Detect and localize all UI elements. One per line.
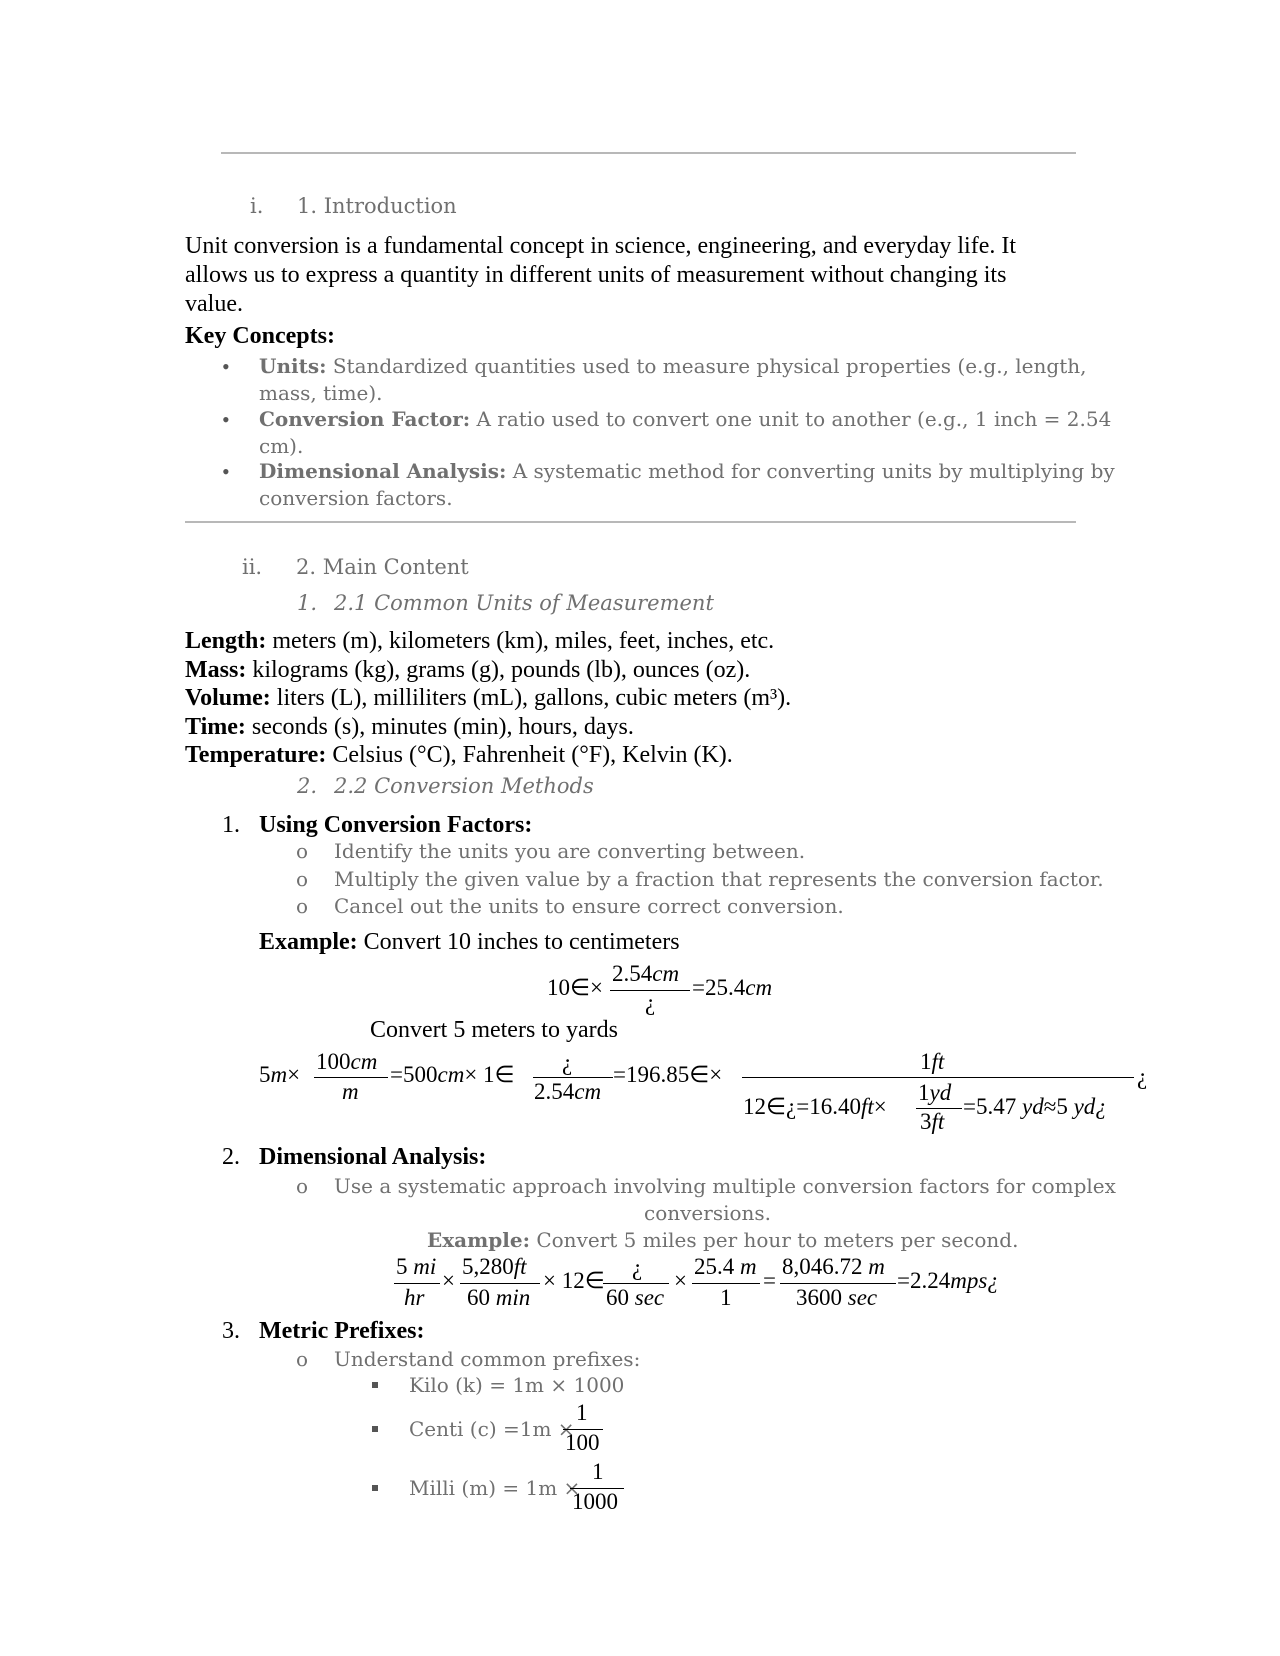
eq2-mid1 <box>390 1062 515 1088</box>
method3-title: Metric Prefixes: <box>259 1318 425 1344</box>
eq3-f1-num-val: 5 <box>396 1254 408 1279</box>
prefix-milli-num: 1 <box>592 1459 604 1484</box>
unit-text: meters (m), kilometers (km), miles, feet, inches, etc. <box>266 628 775 654</box>
example-label: Example: <box>259 929 358 955</box>
eq2-den-a <box>743 1094 887 1120</box>
eq3-f5-num-val: 8,046.72 <box>782 1254 863 1279</box>
eq2-den-b <box>963 1094 1107 1120</box>
prefix-kilo: Kilo (k) = 1m × 1000 <box>409 1373 625 1397</box>
eq3-f1-num <box>396 1254 436 1280</box>
eq2-f3-bar <box>742 1077 1134 1078</box>
eq1-num-val: 2.54 <box>612 961 653 986</box>
eq2-f2-den <box>534 1079 601 1105</box>
concept-desc: A systematic method for converting units by multiplying by <box>506 459 1115 483</box>
concept-units-line-2: mass, time). <box>259 381 383 405</box>
eq1-den: ¿ <box>645 990 656 1015</box>
eq3-f3-den-unit: sec <box>634 1285 665 1310</box>
eq2-f2-num: ¿ <box>562 1050 573 1075</box>
example-text: Convert 5 miles per hour to meters per second. <box>529 1228 1019 1252</box>
eq1-rhs-unit: cm <box>745 975 773 1000</box>
eq2-mid3: =196.85∈× <box>613 1062 723 1087</box>
eq1-rhs-val: =25.4 <box>692 975 746 1000</box>
prefix-milli-den: 1000 <box>572 1489 618 1514</box>
unit-label: Temperature: <box>185 742 327 768</box>
method1-step-1: Identify the units you are converting between. <box>334 839 806 863</box>
eq1-num-unit: cm <box>652 961 680 986</box>
key-concepts-label: Key Concepts: <box>185 323 335 349</box>
eq3-f2-den-unit: min <box>495 1285 531 1310</box>
eq3-f2-den-val: 60 <box>467 1285 490 1310</box>
eq3-f3-den <box>606 1285 664 1311</box>
method2-title: Dimensional Analysis: <box>259 1144 487 1170</box>
eq2-trail: ¿ <box>1137 1064 1148 1089</box>
eq2-f4-num <box>918 1080 951 1106</box>
eq3-f4-num <box>694 1254 757 1280</box>
sub1-title: 2.1 Common Units of Measurement <box>334 591 714 615</box>
eq3-f1-bar <box>394 1283 440 1284</box>
eq2-den-b-unit: yd <box>1021 1094 1044 1119</box>
eq2-a <box>259 1062 300 1088</box>
intro-line-3: value. <box>185 291 243 317</box>
eq3-f4-num-val: 25.4 <box>694 1254 735 1279</box>
eq2-den-a-val: 12∈¿=16.40 <box>743 1094 861 1119</box>
eq3-eq: = <box>763 1268 776 1293</box>
unit-label: Volume: <box>185 685 271 711</box>
square-bullet <box>372 1426 378 1432</box>
eq2-den-b-val: =5.47 <box>963 1094 1017 1119</box>
unit-label: Length: <box>185 628 267 654</box>
concept-analysis-line-1 <box>259 458 1115 485</box>
eq2-f1-bar <box>314 1077 388 1078</box>
intro-line-2: allows us to express a quantity in different units of measurement without changing its <box>185 262 1007 288</box>
concept-desc: A ratio used to convert one unit to another (e.g., 1 inch = 2.54 <box>470 407 1112 431</box>
circle-bullet: o <box>296 867 309 891</box>
eq2-f2-den-val: 2.54 <box>534 1079 575 1104</box>
eq2-den-approx: ≈5 <box>1043 1094 1068 1119</box>
eq3-f3-bar <box>603 1283 669 1284</box>
eq3-f3-den-val: 60 <box>606 1285 629 1310</box>
unit-text: kilograms (kg), grams (g), pounds (lb), ounces (oz). <box>246 657 751 683</box>
eq3-f1-den: hr <box>404 1285 425 1310</box>
concept-analysis-line-2: conversion factors. <box>259 486 453 510</box>
eq2-f1-den: m <box>342 1079 359 1104</box>
sub2-num: 2. <box>297 774 318 798</box>
unit-text: liters (L), milliliters (mL), gallons, cubic meters (m³). <box>270 685 792 711</box>
eq2-f4-den-unit: ft <box>931 1109 945 1134</box>
method1-example2: Convert 5 meters to yards <box>370 1017 618 1043</box>
method3-num: 3. <box>222 1318 240 1344</box>
eq2-f4-den <box>920 1109 944 1135</box>
eq2-den-times: × <box>873 1094 887 1119</box>
concept-term: Units: <box>259 354 327 378</box>
method1-step-2: Multiply the given value by a fraction that represents the conversion factor. <box>334 867 1104 891</box>
method1-num: 1. <box>222 812 240 838</box>
eq2-f4-num-unit: yd <box>929 1080 952 1105</box>
eq3-f2-num-val: 5,280 <box>462 1254 514 1279</box>
section1-numeral: i. <box>250 194 264 218</box>
section1-heading: 1. Introduction <box>297 194 457 218</box>
eq3-f5-den-val: 3600 <box>796 1285 842 1310</box>
method2-step-line-2: conversions. <box>644 1201 772 1225</box>
example-text: Convert 10 inches to centimeters <box>357 929 680 955</box>
unit-temperature <box>185 741 733 770</box>
eq3-f4-num-unit: m <box>740 1254 757 1279</box>
eq2-f3-num-unit: ft <box>931 1049 945 1074</box>
unit-volume <box>185 684 791 713</box>
example-label: Example: <box>427 1228 530 1252</box>
eq1-lhs: 10∈× <box>547 975 604 1000</box>
concept-factor-line-1 <box>259 406 1111 433</box>
eq1-num <box>612 961 679 987</box>
method1-step-3: Cancel out the units to ensure correct conversion. <box>334 894 844 918</box>
method2-example <box>427 1227 1018 1254</box>
eq3-t1: × <box>442 1268 455 1293</box>
eq2-mid2: × 1∈ <box>464 1062 515 1087</box>
section2-heading: 2. Main Content <box>296 555 469 579</box>
circle-bullet: o <box>296 1347 309 1371</box>
eq2-f4-num-val: 1 <box>918 1080 930 1105</box>
unit-mass <box>185 656 750 685</box>
concept-desc: Standardized quantities used to measure physical properties (e.g., length, <box>326 354 1087 378</box>
eq3-f1-num-unit: mi <box>413 1254 437 1279</box>
eq2-f3-num <box>920 1049 944 1075</box>
prefix-centi-num: 1 <box>576 1400 588 1425</box>
square-bullet <box>372 1485 378 1491</box>
eq3-f5-num-unit: m <box>868 1254 885 1279</box>
eq2-mid1-val: =500 <box>390 1062 438 1087</box>
method1-example <box>259 928 680 957</box>
eq2-f1-num-val: 100 <box>316 1049 351 1074</box>
method2-step-line-1: Use a systematic approach involving multiple conversion factors for complex <box>334 1174 1116 1198</box>
eq2-mid1-unit: cm <box>437 1062 465 1087</box>
eq3-f4-bar <box>692 1283 760 1284</box>
eq3-t2: × 12∈ <box>543 1268 605 1293</box>
concept-bullet-1: • <box>222 354 230 379</box>
prefix-centi-den: 100 <box>565 1430 600 1455</box>
sub2-title: 2.2 Conversion Methods <box>334 774 594 798</box>
eq3-f2-bar <box>460 1283 540 1284</box>
unit-time <box>185 713 634 742</box>
eq3-f5-bar <box>780 1283 896 1284</box>
eq3-f2-num-unit: ft <box>513 1254 527 1279</box>
unit-text: Celsius (°C), Fahrenheit (°F), Kelvin (K). <box>326 742 733 768</box>
prefix-centi-lhs: Centi (c) =1m × <box>409 1417 575 1441</box>
eq1-rhs <box>692 975 772 1001</box>
square-bullet <box>372 1382 378 1388</box>
concept-term: Dimensional Analysis: <box>259 459 507 483</box>
eq3-f5-den-unit: sec <box>847 1285 878 1310</box>
unit-label: Time: <box>185 714 246 740</box>
eq2-f3-num-val: 1 <box>920 1049 932 1074</box>
concept-units-line-1 <box>259 353 1086 380</box>
eq3-rhs-unit: mps¿ <box>950 1268 999 1293</box>
eq2-den-c-unit: yd¿ <box>1073 1094 1107 1119</box>
eq2-times: × <box>287 1062 301 1087</box>
eq3-rhs <box>897 1268 999 1294</box>
eq3-rhs-val: =2.24 <box>897 1268 951 1293</box>
circle-bullet: o <box>296 839 309 863</box>
concept-factor-line-2: cm). <box>259 434 304 458</box>
method3-step: Understand common prefixes: <box>334 1347 641 1371</box>
eq3-f4-den: 1 <box>720 1285 732 1310</box>
eq3-f2-num <box>462 1254 527 1280</box>
concept-bullet-2: • <box>222 407 230 432</box>
eq2-f2-den-unit: cm <box>574 1079 602 1104</box>
concept-bullet-3: • <box>222 459 230 484</box>
eq3-t3: × <box>674 1268 687 1293</box>
eq2-f4-den-val: 3 <box>920 1109 932 1134</box>
eq2-f1-num-unit: cm <box>350 1049 378 1074</box>
eq2-a-unit: m <box>270 1062 288 1087</box>
concept-term: Conversion Factor: <box>259 407 471 431</box>
method1-title: Using Conversion Factors: <box>259 812 533 838</box>
mid-divider <box>185 521 1076 523</box>
prefix-milli-lhs: Milli (m) = 1m × <box>409 1476 581 1500</box>
eq2-a-val: 5 <box>259 1062 271 1087</box>
eq3-f5-num <box>782 1254 885 1280</box>
eq3-f5-den <box>796 1285 877 1311</box>
section2-numeral: ii. <box>242 555 263 579</box>
circle-bullet: o <box>296 1174 309 1198</box>
sub1-num: 1. <box>297 591 318 615</box>
eq2-den-a-unit: ft <box>860 1094 874 1119</box>
circle-bullet: o <box>296 894 309 918</box>
intro-line-1: Unit conversion is a fundamental concept in science, engineering, and everyday life. It <box>185 233 1017 259</box>
method2-num: 2. <box>222 1144 240 1170</box>
eq2-f2-bar <box>533 1077 613 1078</box>
eq3-f3-num: ¿ <box>632 1255 643 1280</box>
unit-label: Mass: <box>185 657 247 683</box>
top-divider <box>221 152 1076 154</box>
eq3-f2-den <box>467 1285 530 1311</box>
unit-length <box>185 627 774 656</box>
eq2-f1-num <box>316 1049 377 1075</box>
unit-text: seconds (s), minutes (min), hours, days. <box>245 714 634 740</box>
